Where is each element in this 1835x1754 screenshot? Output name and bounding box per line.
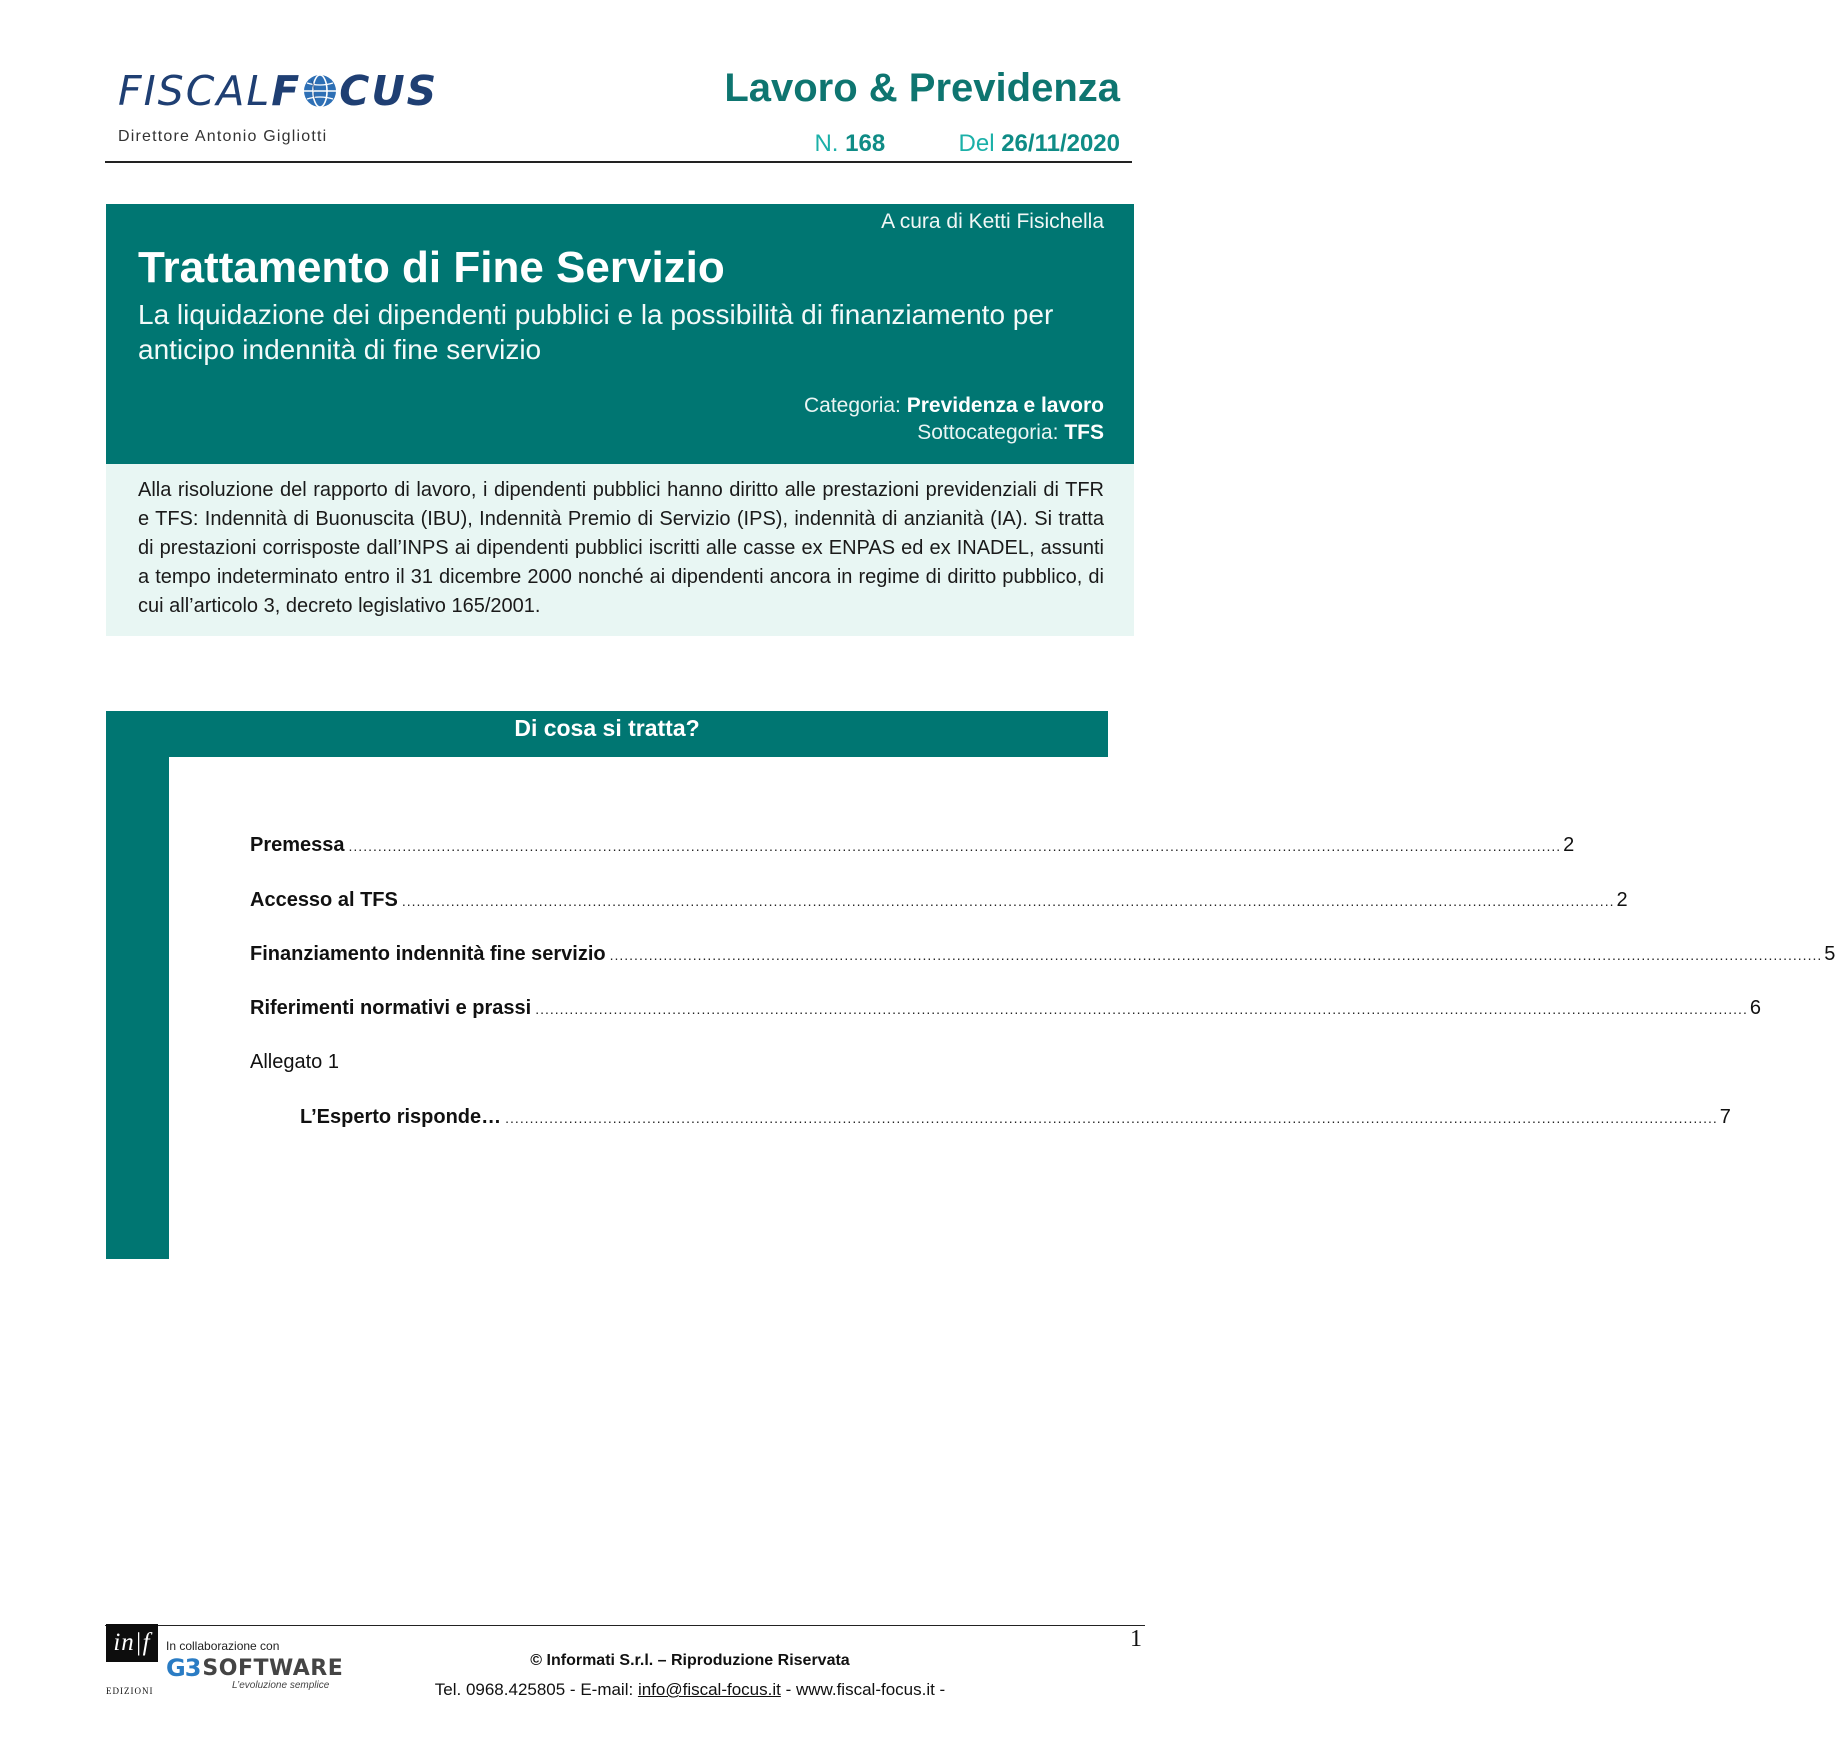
toc-entry-label: Allegato 1 — [250, 1051, 339, 1073]
email-link[interactable]: info@fiscal-focus.it — [637, 1680, 781, 1699]
toc-leader-dots: ........................................................................................................................................................................................................................................................ — [535, 1001, 1748, 1017]
website-text[interactable]: - www.fiscal-focus.it - — [780, 1680, 946, 1699]
toc-entry-page: 6 — [1749, 997, 1761, 1019]
inf-edizioni-logo: in|f — [106, 1624, 158, 1662]
page-number: 1 — [1130, 1626, 1142, 1652]
globe-icon — [302, 73, 338, 109]
toc-entry-label: Riferimenti normativi e prassi — [250, 997, 532, 1019]
toc-title: Di cosa si tratta? — [514, 715, 700, 741]
g3-tagline: L’evoluzione semplice — [232, 1680, 330, 1691]
document-subtitle: La liquidazione dei dipendenti pubblici e la possibilità di finanziamento per anticipo indennità di fine servizio — [138, 299, 1054, 365]
toc-entry-page: 2 — [1563, 834, 1575, 856]
toc-entry-label: Finanziamento indennità fine servizio — [250, 943, 606, 965]
copyright-notice: © Informati S.r.l. – Riproduzione Riservata — [530, 1652, 850, 1669]
subcategory-label: Sottocategoria: — [917, 421, 1059, 444]
issue-number: 168 — [845, 130, 886, 157]
toc-entry-accesso[interactable] — [250, 887, 1628, 914]
toc-entry-page: 2 — [1616, 889, 1628, 911]
toc-entry-finanziamento[interactable] — [250, 941, 1835, 968]
toc-leader-dots: ........................................................................................................................................................................................................................................................ — [505, 1110, 1718, 1126]
fiscalfocus-logo: FISCAL F CUS — [118, 66, 439, 115]
abstract-text: Alla risoluzione del rapporto di lavoro, i dipendenti pubblici hanno diritto alle prestazioni previdenziali di TFR e TFS: Indennità di Buonuscita (IBU), Indennità Premio di Servizio (IPS), indennità di anzianità (IA). Si tratta di prestazioni corrisposte dall’INPS ai dipendenti pubblici iscritti alle casse ex ENPAS ed ex INADEL, assunti a tempo indeterminato entro il 31 dicembre 2000 nonché ai dipendenti ancora in regime di diritto pubblico, di cui all’articolo 3, decreto legislativo 165/2001. — [138, 479, 1104, 617]
section-title: Lavoro & Previdenza — [724, 66, 1120, 110]
toc-side-bar — [106, 757, 169, 1259]
toc-entry-page: 5 — [1824, 943, 1835, 965]
toc-entry-label: L’Esperto risponde… — [300, 1106, 502, 1128]
toc-entry-allegato[interactable] — [250, 1049, 1060, 1075]
issue-line — [814, 130, 1120, 158]
abstract-box — [106, 464, 1134, 636]
toc-entry-label: Premessa — [250, 834, 345, 856]
toc-leader-dots: ........................................................................................................................................................................................................................................................ — [348, 838, 1562, 854]
category-line — [804, 394, 1104, 418]
date-prefix: Del — [958, 130, 995, 157]
contact-tel: Tel. 0968.425805 - E-mail: — [434, 1680, 638, 1699]
inf-edizioni-label: EDIZIONI — [106, 1686, 154, 1696]
subcategory-line — [917, 421, 1104, 445]
director-line: Direttore Antonio Gigliotti — [118, 128, 328, 145]
g3-mark: G3 — [166, 1654, 201, 1682]
header-divider — [105, 161, 1132, 163]
title-banner — [106, 204, 1134, 464]
logo-text-fiscal: FISCAL — [118, 66, 272, 115]
toc-entry-page: 7 — [1719, 1106, 1731, 1128]
issue-prefix: N. — [814, 130, 839, 157]
category-value: Previdenza e lavoro — [906, 394, 1104, 417]
toc-entry-esperto[interactable] — [300, 1104, 1731, 1131]
toc-entry-label: Accesso al TFS — [250, 889, 398, 911]
g3-wordmark: SOFTWARE — [202, 1655, 344, 1681]
author-line: A cura di Ketti Fisichella — [881, 210, 1104, 233]
toc-leader-dots: ........................................................................................................................................................................................................................................................ — [401, 893, 1615, 909]
logo-text-focus: CUS — [339, 66, 439, 115]
contact-line — [380, 1680, 1000, 1700]
subcategory-value: TFS — [1064, 421, 1104, 444]
footer-divider — [105, 1625, 1145, 1626]
document-title: Trattamento di Fine Servizio — [138, 243, 725, 292]
toc-entry-premessa[interactable] — [250, 832, 1575, 859]
toc-header — [106, 711, 1108, 757]
issue-date: 26/11/2020 — [1001, 130, 1120, 157]
g3-software-logo — [166, 1654, 343, 1682]
toc-entry-riferimenti[interactable] — [250, 995, 1761, 1022]
category-label: Categoria: — [804, 394, 901, 417]
collaboration-label: In collaborazione con — [166, 1639, 280, 1653]
toc-leader-dots: ........................................................................................................................................................................................................................................................ — [609, 947, 1823, 963]
